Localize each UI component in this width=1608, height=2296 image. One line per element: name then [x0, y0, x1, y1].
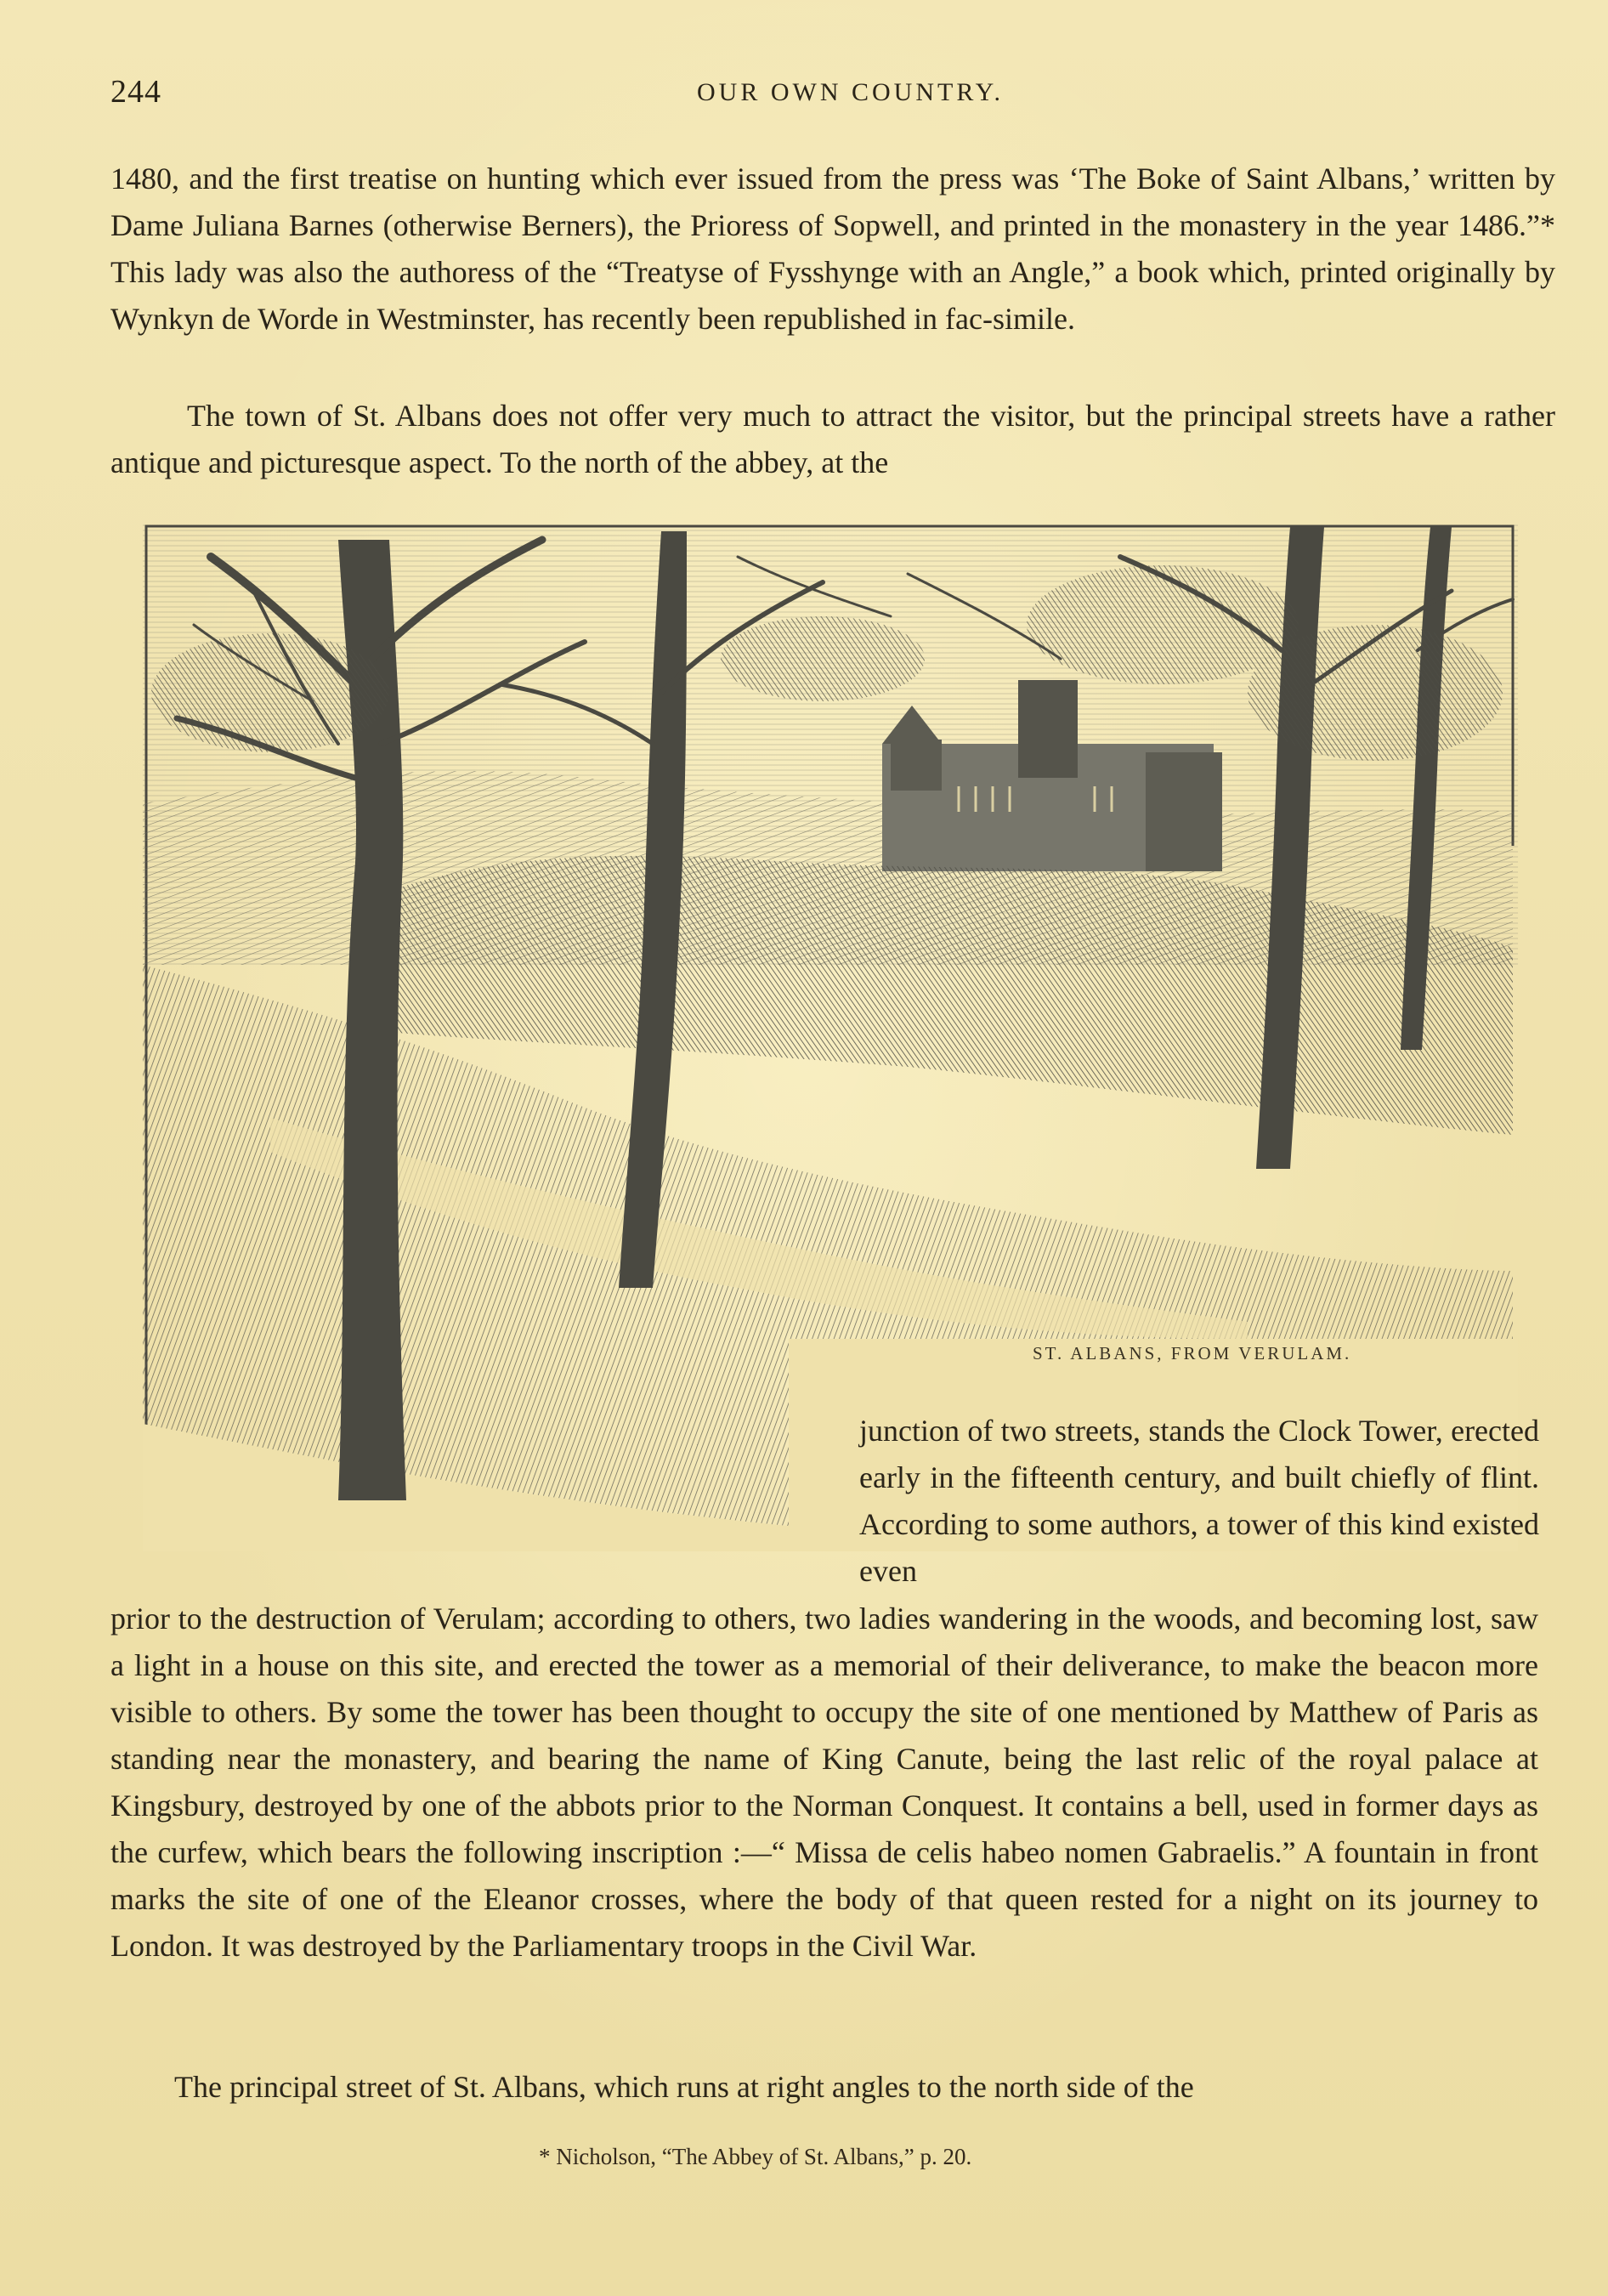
paragraph-2-wrap: junction of two streets, stands the Clock Tower, erected early in the fifteenth century, and built chiefly of flint. According to some authors, a tower of this kind existed even: [859, 1414, 1539, 1588]
running-head: [110, 73, 1555, 116]
figure-caption: ST. ALBANS, FROM VERULAM.: [1033, 1343, 1352, 1363]
engraving-illustration: [143, 523, 1518, 1551]
footnote: * Nicholson, “The Abbey of St. Albans,” p. 20.: [539, 2144, 972, 2169]
paragraph-2-end: prior to the destruction of Verulam; according to others, two ladies wandering in the woods, and becoming lost, saw a light in a house on this site, and erected the tower as a memorial of their deliverance, to make the beacon more visible to others. By some the tower has been thought to occupy the site of one mentioned by Matthew of Paris as standing near the monastery, and bearing the name of King Canute, being the last relic of the royal palace at Kingsbury, destroyed by one of the abbots prior to the Norman Conquest. It contains a bell, used in former days as the curfew, which bears the following inscription :—“ Missa de celis habeo nomen Gabraelis.” A fountain in front marks the site of one of the Eleanor crosses, where the body of that queen rested for a night on its journey to London. It was destroyed by the Parliamentary troops in the Civil War.: [110, 1602, 1538, 1963]
running-title: OUR OWN COUNTRY.: [697, 78, 1004, 106]
paragraph-3: The principal street of St. Albans, which runs at right angles to the north side of the: [174, 2070, 1194, 2104]
paragraph-1: 1480, and the first treatise on hunting which ever issued from the press was ‘The Boke of Saint Albans,’ written by Dame Juliana Barnes (otherwise Berners), the Prioress of Sopwell, and printed in the monastery in the year 1486.”* This lady was also the authoress of the “Treatyse of Fysshynge with an Angle,” a book which, printed originally by Wynkyn de Worde in Westminster, has recently been republished in fac-simile.: [110, 162, 1555, 336]
paragraph-2-start: The town of St. Albans does not offer very much to attract the visitor, but the principal streets have a rather antique and picturesque aspect. To the north of the abbey, at the: [110, 399, 1555, 479]
page-number: 244: [110, 74, 161, 110]
